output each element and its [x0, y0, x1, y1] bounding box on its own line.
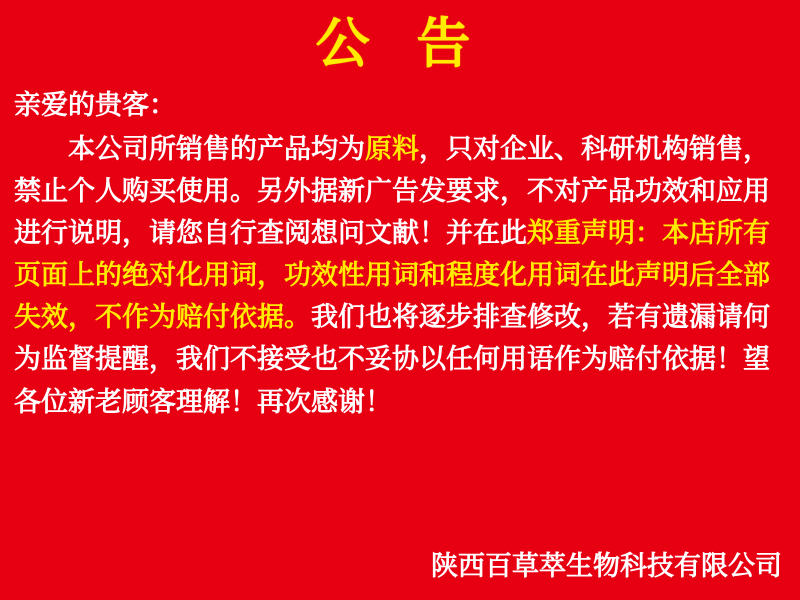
segment-3-highlight: 郑重声明：本店所有页面上的绝对化用词，功效性用词和程度化用词在此声明后全部失效，不作为赔付依据。: [14, 218, 770, 334]
notice-body: [0, 77, 800, 424]
segment-1-highlight: 原料: [365, 133, 419, 165]
notice-paragraph: [14, 129, 786, 424]
segment-2: ，只对企业、科研机构销售，禁止个人购买使用。另外据新广告发要求，不对产品功效和应用进行说明，请您自行查阅想问文献！并在此: [14, 133, 770, 250]
page-title: 公 告: [315, 12, 485, 75]
salutation-text: 亲爱的贵客：: [14, 89, 176, 121]
company-signature: 陕西百草萃生物科技有限公司: [431, 551, 782, 583]
segment-4: 我们也将逐步排查修改，若有遗漏请何为监督提醒，我们不接受也不妥协以任何用语作为赔付依据！望各位新老顾客理解！再次感谢！: [14, 302, 770, 418]
segment-0: 本公司所销售的产品均为: [68, 133, 365, 165]
